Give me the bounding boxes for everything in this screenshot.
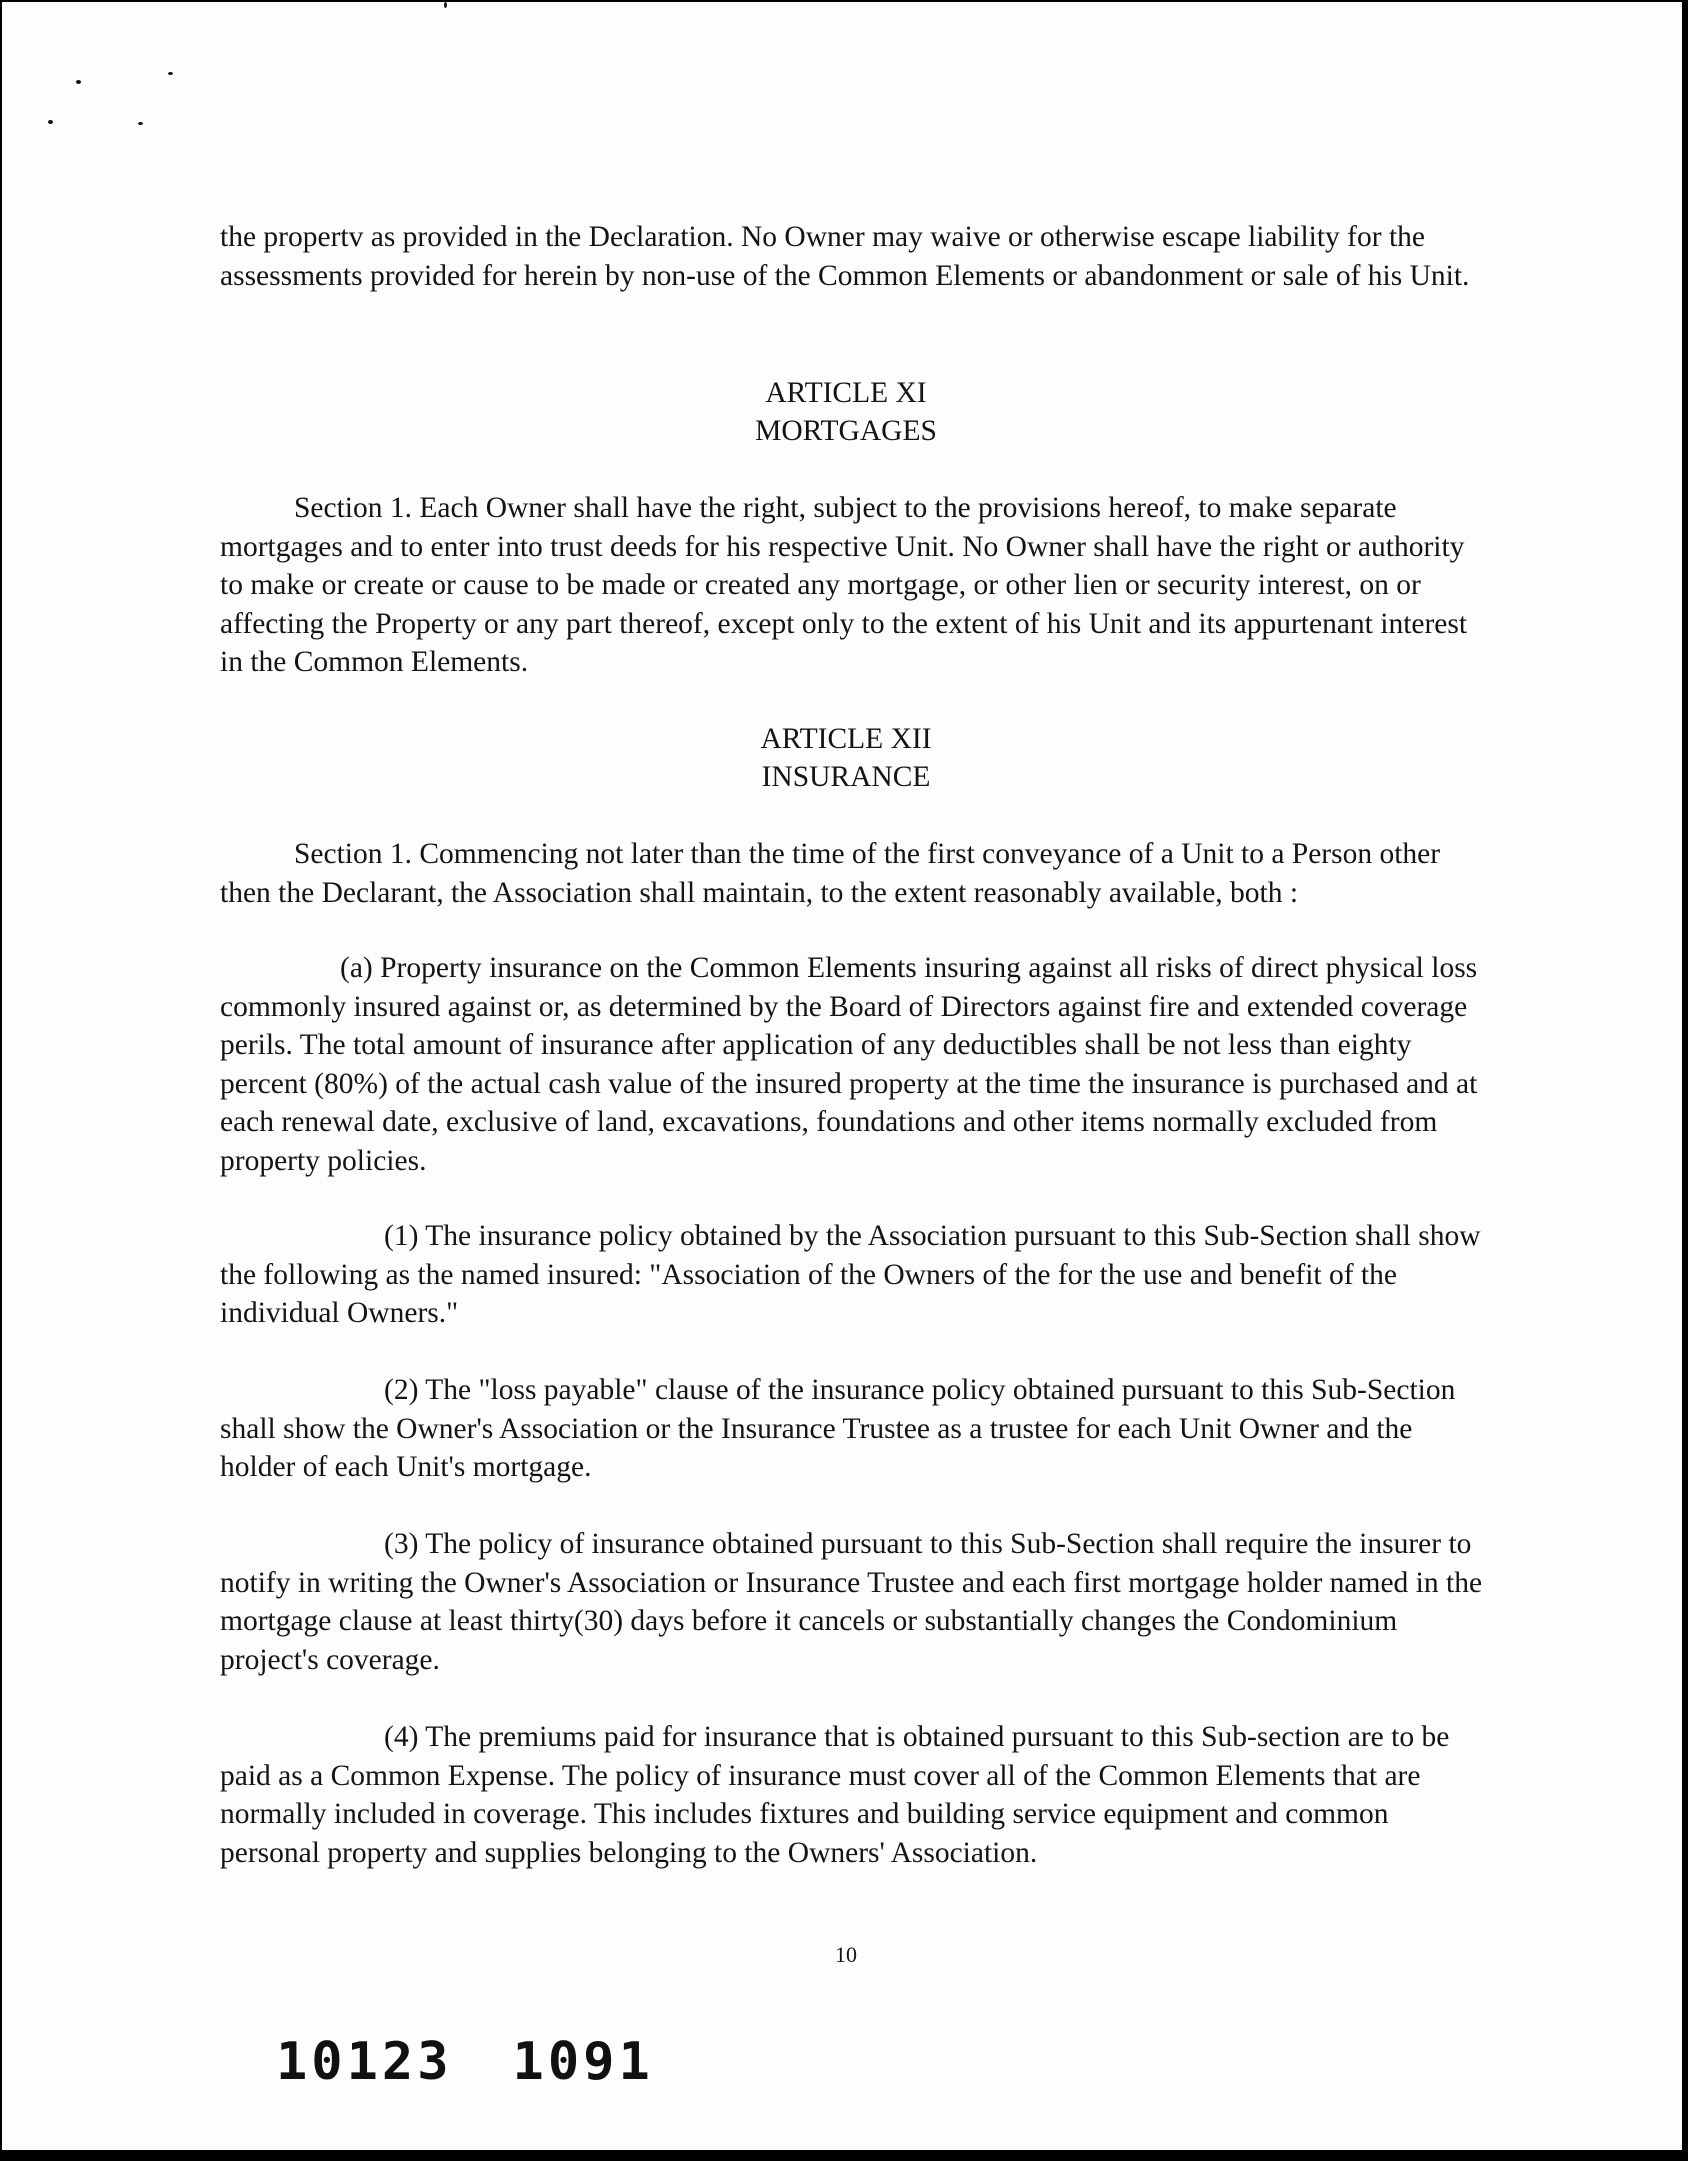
paragraph-a: (a) Property insurance on the Common Elements insuring against all risks of direct physical loss commonly insured against or, as determined by the Board of Directors against fire and extended coverage perils. The total amount of insurance after application of any deductibles shall be not less than eighty percent (80%) of the actual cash value of the insured property at the time the insurance is purchased and at each renewal date, exclusive of land, excavations, foundations and other items normally excluded from property policies. — [220, 952, 1478, 1177]
scan-speck — [168, 72, 173, 75]
paragraph-1: (1) The insurance policy obtained by the Association pursuant to this Sub-Section shall show the following as the named insured: "Association of the Owners of the for the use and benefit of the individual Owners." — [220, 1220, 1481, 1329]
article-xii-title: INSURANCE — [761, 761, 931, 793]
article-xi-section-1: Section 1. Each Owner shall have the right, subject to the provisions hereof, to make separate mortgages and to enter into trust deeds for his respective Unit. No Owner shall have the right or authority to make or create or cause to be made or created any mortgage, or other lien or security interest, on or affecting the Property or any part thereof, except only to the extent of his Unit and its appurtenant interest in the Common Elements. — [220, 492, 1468, 678]
scan-speck — [76, 80, 81, 84]
scan-speck — [138, 122, 143, 125]
paragraph-4: (4) The premiums paid for insurance that is obtained pursuant to this Sub-section are to be paid as a Common Expense. The policy of insurance must cover all of the Common Elements that are normally included in coverage. This includes fixtures and building service equipment and common personal property and supplies belonging to the Owners' Association. — [220, 1721, 1450, 1869]
article-xii-section-1: Section 1. Commencing not later than the time of the first conveyance of a Unit to a Person other then the Declarant, the Association shall maintain, to the extent reasonably available, both : — [220, 838, 1441, 909]
opening-paragraph: the propertv as provided in the Declaration. No Owner may waive or otherwise escape liability for the assessments provided for herein by non-use of the Common Elements or abandonment or sale of his Unit. — [220, 221, 1470, 292]
scan-speck — [444, 2, 447, 8]
paragraph-3: (3) The policy of insurance obtained pursuant to this Sub-Section shall require the insurer to notify in writing the Owner's Association or Insurance Trustee and each first mortgage holder named in the mortgage clause at least thirty(30) days before it cancels or substantially changes the Condominium project's coverage. — [220, 1528, 1483, 1676]
paragraph-2: (2) The "loss payable" clause of the insurance policy obtained pursuant to this Sub-Section shall show the Owner's Association or the Insurance Trustee as a trustee for each Unit Owner and the holder of each Unit's mortgage. — [220, 1374, 1456, 1483]
article-xi-title: MORTGAGES — [755, 415, 937, 447]
article-xii-number: ARTICLE XII — [760, 723, 932, 755]
bates-left: 10123 — [276, 2032, 453, 2092]
scan-speck — [48, 120, 53, 124]
bates-number — [276, 2032, 654, 2092]
document-page — [2, 2, 1682, 2150]
page-number: 10 — [835, 1942, 857, 1967]
bates-right: 1091 — [512, 2032, 654, 2092]
article-xi-number: ARTICLE XI — [765, 377, 927, 409]
